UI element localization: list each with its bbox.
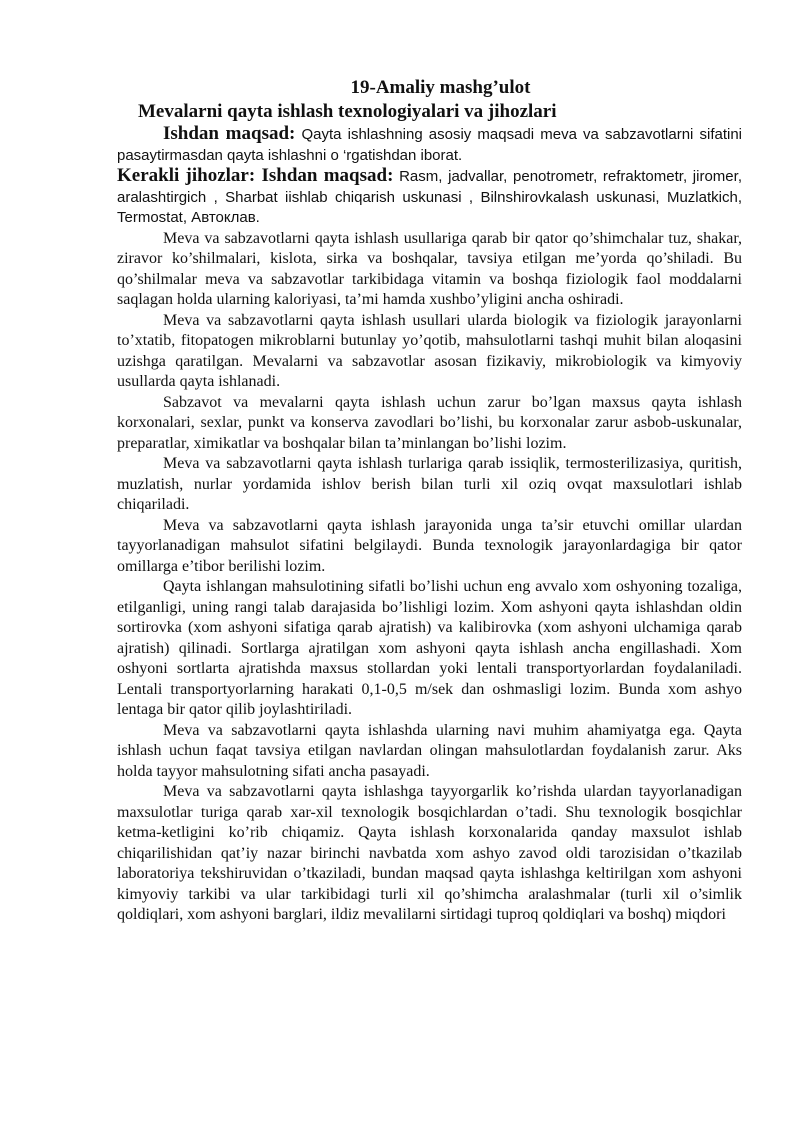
equipment-text: Rasm, jadvallar, penotrometr, refraktometr, jiromer, aralashtirgich , Sharbat iishlab chiqarish uskunasi , Bilnshirovkalash uskunasi, Muzlatkich, Termostat, Автоклав. <box>117 168 742 226</box>
body-paragraph: Meva va sabzavotlarni qayta ishlashga tayyorgarlik ko’rishda ulardan tayyorlanadigan maxsulotlar turiga qarab xar-xil texnologik bosqichlardan o’tadi. Shu texnologik bosqichlar ketma-ketligini ko’rib chiqamiz. Qayta ishlash korxonalarida qanday maxsulot ishlab chiqarilishidan qat’iy nazar birinchi navbatda xom ashyo zavod oldi tarozisidan o’tkazilab laboratoriya tekshiruvidan o’tkaziladi, bundan maqsad qayta ishlashga keltirilgan xom ashyoni kimyoviy tarkibi va ular tarkibidagi turli xil qo’shimcha aralashmalar (turli xil o’simlik qoldiqlari, xom ashyoni barglari, ildiz mevalilarni sirtidagi tuproq qoldiqlari va boshq) miqdori <box>117 783 742 923</box>
goal-text: Qayta ishlashning asosiy maqsadi meva va sabzavotlarni sifatini pasaytirmasdan qayta ishlashni o ‘rgatishdan iborat. <box>117 126 743 164</box>
body-paragraph: Meva va sabzavotlarni qayta ishlash usullariga qarab bir qator qo’shimchalar tuz, shakar, ziravor ko’shilmalari, kislota, sirka va boshqalar, tavsiya etilgan me’yorda qo’shiladi. Bu qo’shilmalar meva va sabzavotlar tarkibidaga vitamin va boshqa fiziologik faol moddalarni saqlagan holda ularning kaloriyasi, ta’mi hamda xushbo’yligini ancha oshiradi. <box>117 229 742 308</box>
body-paragraph: Meva va sabzavotlarni qayta ishlash usullari ularda biologik va fiziologik jarayonlarni to’xtatib, fitopatogen mikroblarni butunlay yo’qotib, mahsulotlarni tashqi muhit bilan aloqasini uzishga qaratilgan. Mevalarni va sabzavotlar asosan fizikaviy, mikrobiologik va kimyoviy usullarda qayta ishlanadi. <box>117 311 742 390</box>
body-paragraph: Qayta ishlangan mahsulotining sifatli bo’lishi uchun eng avvalo xom oshyoning tozaliga, etilganligi, uning rangi talab darajasida bo’lishligi lozim. Xom ashyoni qayta ishlashdan oldin sortirovka (xom ashyoni sifatiga qarab ajratish) va kalibirovka (xom ashyoni ulchamiga qarab ajratish) qilinadi. Sortlarga ajratilgan xom ashyoni qayta ishlash ancha engillashadi. Xom oshyoni sortlarta ajratishda maxsus stollardan yoki lentali transportyorlardan foydalaniladi. Lentali transportyorlarning harakati 0,1-0,5 m/sek dan oshmasligi lozim. Bunda xom ashyo lentaga bir qator qilib joylashtiriladi. <box>117 578 742 718</box>
body-paragraph: Sabzavot va mevalarni qayta ishlash uchun zarur bo’lgan maxsus qayta ishlash korxonalari, sexlar, punkt va konserva zavodlari bo’lishi, bu korxonalar zarur asbob-uskunalar, preparatlar, ximikatlar va boshqalar bilan ta’minlangan bo’lishi lozim. <box>117 393 742 452</box>
goal-paragraph <box>117 124 742 166</box>
equipment-label: Kerakli jihozlar: Ishdan maqsad: <box>117 165 394 186</box>
body-paragraph: Meva va sabzavotlarni qayta ishlash jarayonida unga ta’sir etuvchi omillar ulardan tayyorlanadigan mahsulot sifatini belgilaydi. Bunda texnologik jarayonlardagiga bir qator omillarga e’tibor berilishi lozim. <box>117 516 742 575</box>
page-subtitle: Mevalarni qayta ishlash texnologiyalari va jihozlari <box>138 101 557 122</box>
goal-label: Ishdan maqsad: <box>163 123 296 144</box>
document-page <box>117 76 742 926</box>
page-title: 19-Amaliy mashg’ulot <box>350 77 531 98</box>
equipment-paragraph <box>117 166 742 229</box>
body-paragraph: Meva va sabzavotlarni qayta ishlashda ularning navi muhim ahamiyatga ega. Qayta ishlash uchun faqat tavsiya etilgan navlardan olingan mahsulotlardan foydalanish zarur. Aks holda tayyor mahsulotning sifati ancha pasayadi. <box>117 721 742 780</box>
body-paragraph: Meva va sabzavotlarni qayta ishlash turlariga qarab issiqlik, termosterilizasiya, quritish, muzlatish, nurlar yordamida ishlov berish bilan turli xil oziq ovqat maxsulotlari ishlab chiqariladi. <box>117 455 742 513</box>
